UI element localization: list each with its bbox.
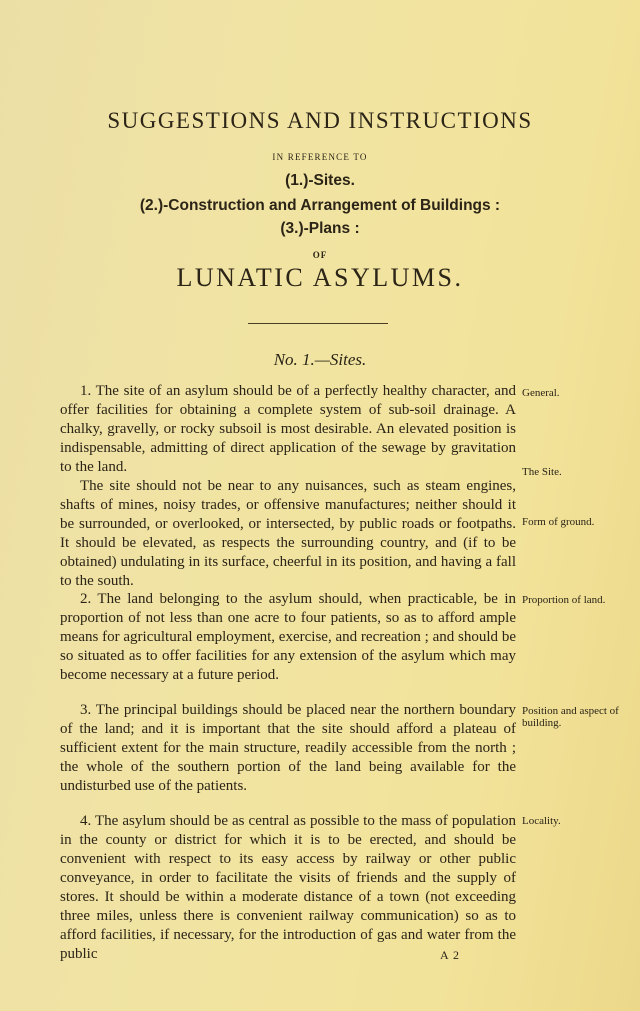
paragraph-1a-text: 1. The site of an asylum should be of a perfectly healthy character, and offer facilities for obtaining a complete system of sub-soil drainage. A chalky, gravelly, or rocky subsoil is most desirable. An elevated position is indispensable, admitting of direct application of the sewage by gravitation to the land. [60, 383, 516, 475]
sidenote-form-of-ground: Form of ground. [522, 516, 595, 528]
topic-plans: (3.)-Plans : [280, 220, 360, 237]
sidenote-locality: Locality. [522, 815, 561, 827]
document-title: SUGGESTIONS AND INSTRUCTIONS [107, 108, 533, 133]
in-reference-line: IN REFERENCE TO [272, 152, 368, 162]
sidenote-general: General. [522, 387, 560, 399]
subject-title: LUNATIC ASYLUMS. [176, 263, 464, 292]
topic-sites: (1.)-Sites. [285, 172, 355, 189]
paragraph-1 [60, 382, 516, 591]
paragraph-2: 2. The land belonging to the asylum should, when practicable, be in proportion of not less than one acre to four patients, so as to afford ample means for agricultural employment, exercise, and recreation ; and should be so situated as to offer facilities for any extension of the asylum which may become necessary at a future period. [60, 591, 516, 683]
signature-mark: A 2 [440, 948, 461, 962]
sidenote-position: Position and aspect of building. [522, 705, 619, 729]
section-title: No. 1.—Sites. [273, 350, 367, 369]
divider-rule [248, 323, 388, 324]
of-line: OF [312, 250, 328, 260]
paragraph-4: 4. The asylum should be as central as possible to the mass of population in the county or district for which it is to be erected, and should be convenient with respect to its easy access by railway or other public conveyance, in order to facilitate the visits of friends and the supply of stores. It should be within a moderate distance of a town (not exceeding three miles, unless there is convenient railway communication) so as to afford facilities, if necessary, for the introduction of gas and water from the public [60, 813, 516, 962]
sidenote-the-site: The Site. [522, 466, 562, 478]
sidenote-proportion: Proportion of land. [522, 594, 606, 606]
topic-construction: (2.)-Construction and Arrangement of Buildings : [139, 197, 501, 214]
paragraph-1b-text: The site should not be near to any nuisances, such as steam engines, shafts of mines, noisy trades, or offensive manufactures; neither should it be surrounded, or overlooked, or intersected, by public roads or footpaths. It should be elevated, as respects the surrounding country, and (if to be obtained) undulating in its surface, cheerful in its position, and having a fall to the south. [60, 478, 516, 589]
paragraph-3: 3. The principal buildings should be placed near the northern boundary of the land; and it is important that the site should afford a plateau of sufficient extent for the main structure, readily accessible from the north ; the whole of the southern portion of the land being available for the undisturbed use of the patients. [60, 702, 516, 794]
